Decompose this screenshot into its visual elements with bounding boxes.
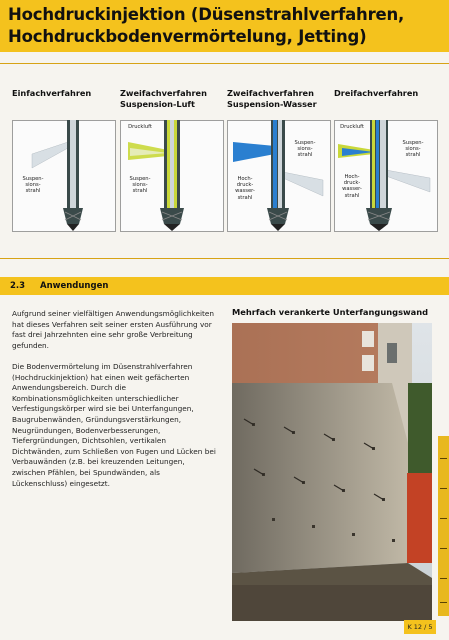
- diagram-3-label-water: Hoch- druck- wasser- strahl: [235, 176, 255, 201]
- diagram-4-label-air: Druckluft: [340, 124, 364, 130]
- method-1-title: Einfachverfahren: [12, 88, 92, 98]
- method-3-title: Zweifachverfahren: [227, 88, 314, 98]
- method-2-subtitle: Suspension-Luft: [120, 99, 195, 109]
- page-number: K 12 / 5: [404, 620, 436, 634]
- page-title-line2: Hochdruckbodenvermörtelung, Jetting): [8, 27, 367, 46]
- register-tab-strip: [438, 436, 449, 616]
- diagram-1-label-suspension: Suspen- sions- strahl: [22, 176, 44, 195]
- title-bar: [0, 0, 449, 52]
- diagram-2-label-suspension: Suspen- sions- strahl: [129, 176, 151, 195]
- method-3-heading: [227, 88, 317, 110]
- method-4-title: Dreifachverfahren: [334, 88, 419, 98]
- diagram-4-label-water: Hoch- druck- wasser- strahl: [342, 174, 362, 199]
- diagram-2-label-air: Druckluft: [128, 124, 152, 130]
- section-title: Anwendungen: [40, 281, 109, 291]
- page-title-line1: Hochdruckinjektion (Düsenstrahlverfahren,: [8, 5, 405, 24]
- paragraph-applications: Die Bodenvermörtelung im Düsenstrahlverfahren (Hochdruckinjektion) hat einen weit gefächerten Anwendungsbereich. Durch die Kombinationsmöglichkeiten unterschiedlicher Verfestigungskörper wird sie bei Unterfangungen, Baugrubenwänden, Gründungsverstärkungen, Neugründungen, Bodenverbesserungen, Tiefergründungen, Dichtsohlen, vertikalen Dichtwänden, zum Schließen von Fugen und Lücken bei Verbauwänden (z.B. bei kreuzenden Leitungen, zwischen Pfählen, bei Spundwänden, als Lückenschluss) eingesetzt.: [12, 362, 216, 488]
- diagram-3-label-suspension: Suspen- sions- strahl: [294, 140, 316, 159]
- method-3-subtitle: Suspension-Wasser: [227, 99, 317, 109]
- photo-caption: Mehrfach verankerte Unterfangungswand: [232, 307, 429, 317]
- header-divider: [0, 63, 449, 64]
- method-4-heading: [334, 88, 418, 99]
- method-1-heading: [12, 88, 91, 99]
- section-divider: [0, 258, 449, 259]
- paragraph-intro: Aufgrund seiner vielfältigen Anwendungsmöglichkeiten hat dieses Verfahren seit seiner ersten Ausführung vor fast drei Jahrzehnten eine sehr große Verbreitung gefunden.: [12, 309, 215, 350]
- method-2-heading: [120, 88, 207, 110]
- section-number: 2.3: [10, 281, 26, 291]
- diagram-4-label-suspension: Suspen- sions- strahl: [402, 140, 424, 159]
- photo-underpinning-wall: [232, 323, 432, 621]
- method-2-title: Zweifachverfahren: [120, 88, 207, 98]
